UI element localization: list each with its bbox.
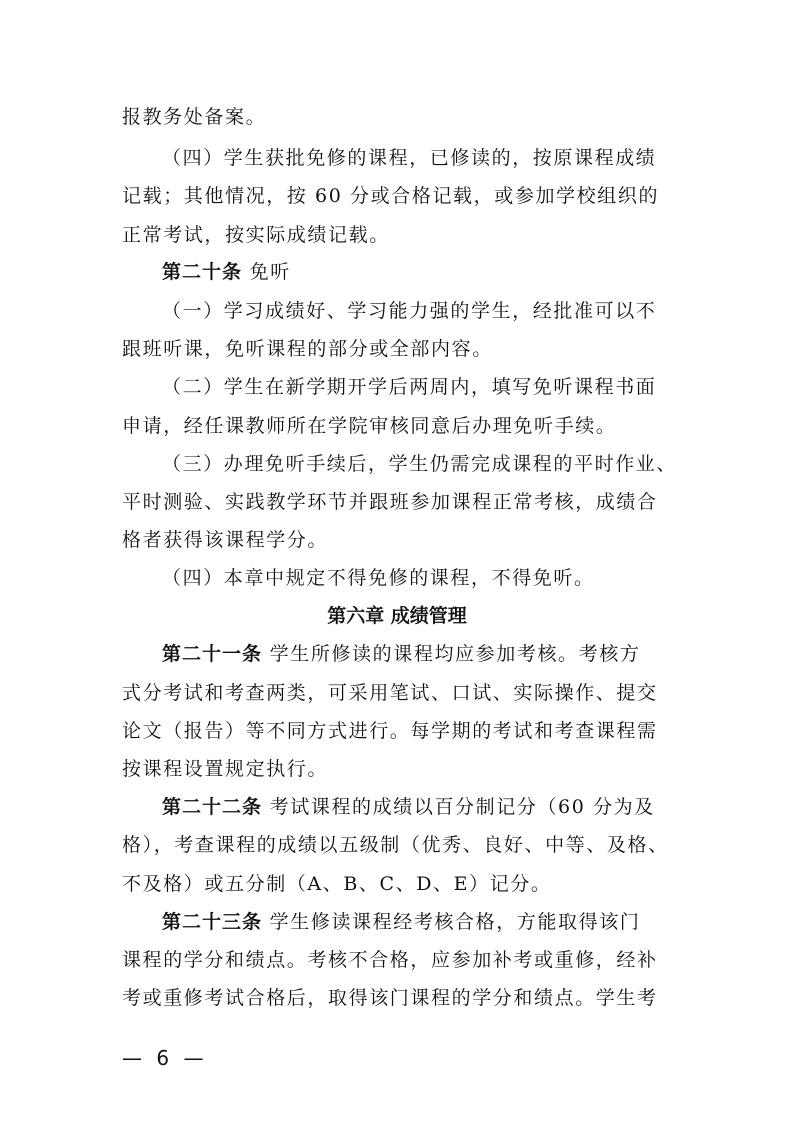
text-line: （一）学习成绩好、学习能力强的学生，经批准可以不 [162,300,657,322]
text-line: （四）学生获批免修的课程，已修读的，按原课程成绩 [162,147,657,169]
article-paragraph-line [162,642,714,666]
text-line: 不及格）或五分制（A、B、C、D、E）记分。 [122,873,552,895]
text-line: （三）办理免听手续后，学生仍需完成课程的平时作业、 [162,453,678,475]
text-line: 论文（报告）等不同方式进行。每学期的考试和考查课程需 [122,720,658,742]
article-number: 第二十一条 [162,643,263,665]
article-heading-line [162,260,714,284]
article-paragraph-line [162,910,714,934]
text-line: 申请，经任课教师所在学院审核同意后办理免听手续。 [122,415,617,437]
text-line: 按课程设置规定执行。 [122,758,329,780]
text-line: 课程的学分和绩点。考核不合格，应参加补考或重修，经补 [122,949,658,971]
article-title: 免听 [242,261,291,283]
text-line: 格者获得该课程学分。 [122,529,329,551]
page-number: — 6 — [122,1046,208,1070]
text-line: （二）学生在新学期开学后两周内，填写免听课程书面 [162,376,657,398]
text-line: 跟班听课，免听课程的部分或全部内容。 [122,338,493,360]
article-paragraph-line [162,795,714,819]
text-line: 式分考试和考查两类，可采用笔试、口试、实际操作、提交 [122,682,658,704]
text-line: （四）本章中规定不得免修的课程，不得免听。 [162,567,595,589]
chapter-title: 第六章 成绩管理 [327,605,467,627]
text-line: 考或重修考试合格后，取得该门课程的学分和绩点。学生考 [122,987,658,1009]
text-line: 平时测验、实践教学环节并跟班参加课程正常考核，成绩合 [122,491,658,513]
article-text: 考试课程的成绩以百分制记分（60 分为及 [262,796,655,818]
article-text: 学生所修读的课程均应参加考核。考核方 [262,643,641,665]
text-line: 格），考查课程的成绩以五级制（优秀、良好、中等、及格、 [122,834,669,856]
article-number: 第二十条 [162,261,243,283]
text-line: 记载；其他情况，按 60 分或合格记载，或参加学校组织的 [122,185,660,207]
article-number: 第二十三条 [162,911,263,933]
article-text: 学生修读课程经考核合格，方能取得该门 [262,911,641,933]
text-line: 报教务处备案。 [122,106,267,128]
text-line: 正常考试，按实际成绩记载。 [122,224,390,246]
article-number: 第二十二条 [162,796,263,818]
